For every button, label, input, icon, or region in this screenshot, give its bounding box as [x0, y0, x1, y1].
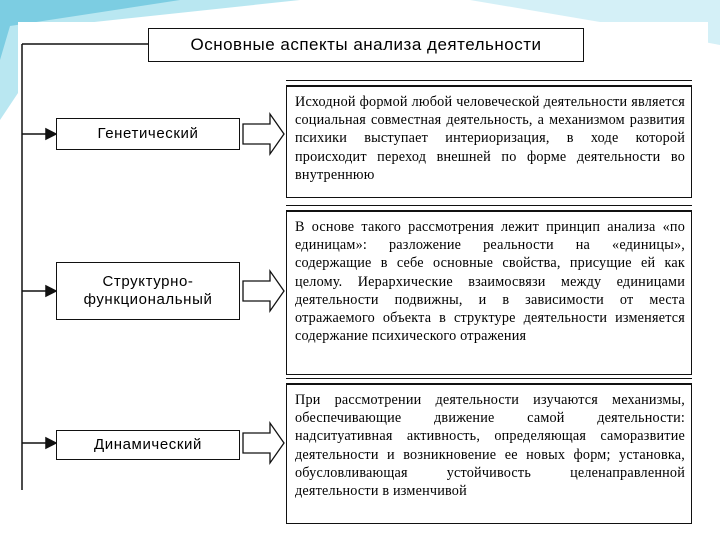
- block-arrow-3: [243, 423, 284, 463]
- diagram-title: Основные аспекты анализа деятельности: [148, 28, 584, 62]
- description-text: Исходной формой любой человеческой деятельности является социальная совместная деятельность, а механизмом развития психики выступает интериоризация, в ходе которой происходит переход внешней по форме деятельности во внутреннюю: [295, 94, 685, 183]
- aspect-description-genetic: [286, 86, 692, 198]
- aspect-description-dynamic: [286, 384, 692, 524]
- arrow-to-dynamic: [22, 438, 56, 448]
- aspect-label-dynamic: Динамический: [56, 430, 240, 460]
- aspect-label-structural: Структурно-функциональный: [56, 262, 240, 320]
- description-text: В основе такого рассмотрения лежит принцип анализа «по единицам»: разложение реальности на «единицы», содержащие в себе основные свойства, присущие ей как целому. Иерархические взаимосвязи между единицами деятельности подвижны, и в зависимости от места отражаемого объекта в структуре деятельности изменяется содержание психического отражения: [295, 219, 685, 345]
- arrow-to-genetic: [22, 129, 56, 139]
- block-arrow-1: [243, 114, 284, 154]
- description-text: При рассмотрении деятельности изучаются механизмы, обеспечивающие движение самой деятельности: надситуативная активность, определяющая саморазвитие деятельности и возникновение ее новых форм; установка, обусловливающая устойчивость целенаправленной деятельности в изменчивой: [295, 392, 685, 500]
- aspect-description-structural: [286, 211, 692, 375]
- aspect-label-genetic: Генетический: [56, 118, 240, 150]
- arrow-to-structural: [22, 286, 56, 296]
- block-arrow-2: [243, 271, 284, 311]
